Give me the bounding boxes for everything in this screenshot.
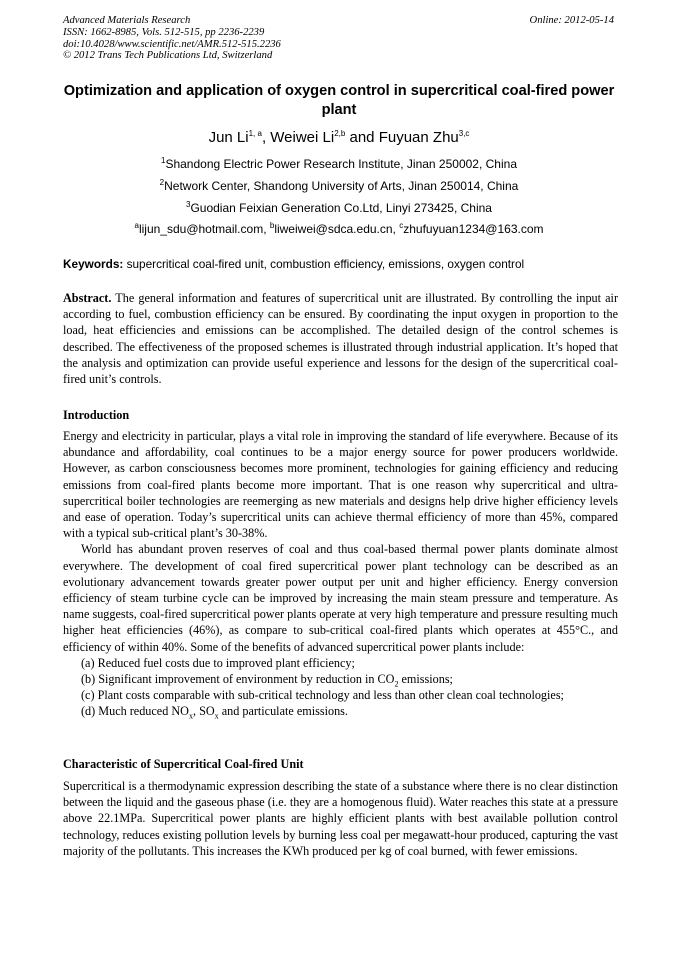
abstract-text: The general information and features of supercritical unit are illustrated. By controlling the input air according to fuel, combustion efficiency can be ensured. By coordinating the input oxygen in proportion to the load, heat efficiencies and emissions can be accomplished. The detailed design of the control schemes is described. The effectiveness of the proposed schemes is illustrated through industrial application. It’s hoped that the analysis and optimization can provide useful experience and lessons for the design of the supercritical coal-fired unit’s controls. — [63, 291, 618, 387]
affiliation — [60, 179, 618, 193]
keywords-label: Keywords: — [63, 257, 124, 271]
characteristic-body — [63, 778, 618, 859]
email-text: zhufuyuan1234@163.com — [403, 222, 544, 236]
benefits-list — [63, 655, 618, 720]
list-item: (d) Much reduced $NO_x$, $SO_x$ and particulate emissions. — [81, 704, 348, 721]
online-date: Online: 2012-05-14 — [529, 15, 614, 26]
list-item: (a) Reduced fuel costs due to improved plant efficiency; — [81, 655, 355, 670]
author-separator: and — [345, 129, 379, 146]
journal-name: Advanced Materials Research — [63, 15, 191, 26]
email-mark: a — [134, 221, 139, 230]
author-name: Weiwei Li — [270, 129, 335, 146]
copyright-line: © 2012 Trans Tech Publications Ltd, Switzerland — [63, 50, 273, 62]
doi-line: doi:10.4028/www.scientific.net/AMR.512-515.2236 — [63, 38, 281, 50]
affiliation — [60, 201, 618, 215]
paragraph: Energy and electricity in particular, plays a vital role in improving the standard of life everywhere. Because of its abundance and affordability, coal continues to be a major energy source for power producers worldwide. However, as carbon consciousness becomes more prominent, technologies for gaining efficiency and reducing emissions from coal-fired plants become more important. That is one reason why supercritical and ultra- supercritical boiler technologies are reemerging as new materials and designs help drive higher efficiency levels and ease of operation. Today’s supercritical units can achieve thermal efficiency of more than 45%, compared with a typical sub-critical plant’s 30-38%. — [63, 429, 618, 541]
author-separator: , — [261, 129, 271, 146]
email-list — [60, 222, 618, 236]
affiliation-mark: 3 — [186, 200, 191, 209]
author-name: Jun Li — [208, 129, 249, 146]
issn-line: ISSN: 1662-8985, Vols. 512-515, pp 2236-2239 — [63, 26, 265, 38]
journal-header — [63, 15, 281, 62]
affiliation-text: Guodian Feixian Generation Co.Ltd, Linyi 273425, China — [190, 201, 492, 215]
list-item: (b) Significant improvement of environment by reduction in $CO_2$ emissions; — [81, 672, 453, 689]
paragraph: Supercritical is a thermodynamic expression describing the state of a substance where there is no clear distinction between the liquid and the gaseous phase (i.e. they are a homogenous fluid). Water reaches this state at a pressure above 22.1MPa. Supercritical power plants are highly efficient plants with best available pollution control technology, reduces existing pollution levels by burning less coal per megawatt-hour produced, capturing the vast majority of the pollutants. This increases the KWh produced per kg of coal burned, with fewer emissions. — [63, 779, 618, 858]
list-item: (c) Plant costs comparable with sub-critical technology and less than other clean coal technologies; — [81, 688, 564, 703]
abstract — [63, 290, 618, 387]
email-text: lijun_sdu@hotmail.com, — [138, 222, 270, 236]
email-mark: c — [399, 221, 404, 230]
affiliation-mark: 2 — [159, 178, 165, 187]
paper-title: Optimization and application of oxygen control in supercritical coal-fired power plant — [63, 83, 615, 118]
affiliation — [60, 157, 618, 171]
email-text: liweiwei@sdca.edu.cn, — [274, 222, 400, 236]
author-affiliation-mark: 3,c — [458, 129, 470, 138]
paragraph: World has abundant proven reserves of coal and thus coal-based thermal power plants dominate almost everywhere. The development of coal fired supercritical power plant technology can be described as an evolutionary advancement towards greater power output per unit and higher efficiency. Energy conversion efficiency of steam turbine cycle can be improved by increasing the main steam pressure and temperature. As name suggests, coal-fired supercritical power plants operate at very high temperature and pressure resulting much higher heat efficiencies (46%), as compare to sub-critical coal-fired plants which operates at 455°C., and efficiency of within 40%. Some of the benefits of advanced supercritical power plants include: — [63, 542, 618, 654]
author-list — [60, 129, 618, 147]
author-affiliation-mark: 1, a — [248, 129, 262, 138]
keywords — [63, 257, 618, 272]
affiliation-mark: 1 — [161, 156, 166, 165]
author-affiliation-mark: 2,b — [334, 129, 346, 138]
affiliation-text: Network Center, Shandong University of Arts, Jinan 250014, China — [164, 179, 519, 193]
email-mark: b — [269, 221, 275, 230]
keywords-text: supercritical coal-fired unit, combustion efficiency, emissions, oxygen control — [123, 257, 525, 271]
section-heading-characteristic: Characteristic of Supercritical Coal-fired Unit — [63, 757, 304, 771]
author-name: Fuyuan Zhu — [378, 129, 459, 146]
introduction-body — [63, 428, 618, 720]
affiliation-text: Shandong Electric Power Research Institute, Jinan 250002, China — [165, 157, 517, 171]
section-heading-introduction: Introduction — [63, 408, 130, 422]
abstract-label: Abstract. — [63, 291, 112, 305]
